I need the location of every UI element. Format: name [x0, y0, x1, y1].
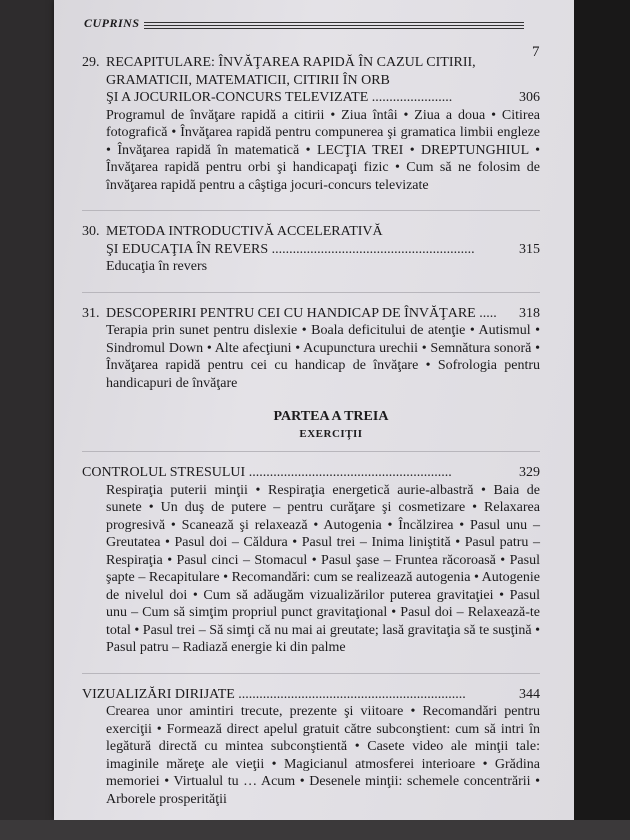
- divider: [82, 210, 540, 211]
- section-description: Crearea unor amintiri trecute, prezente şi viitoare • Recomandări pentru exerciţii • Formează direct apelul gratuit către subconştient: cum să intri în legătură directă cu mintea subconştientă • Casete video ale minţii tale: imaginile măreţe ale vieţii • Magicianul atmosferei interioare • Grădina memoriei • Virtualul tu … Acum • Desenele minţii: schemele concentrării • Arborele prosperităţii: [106, 704, 540, 807]
- entry-page: 306: [519, 90, 540, 105]
- header-title: CUPRINS: [84, 16, 140, 30]
- entry-number: 29.: [82, 55, 100, 70]
- entry-title-line: RECAPITULARE: ÎNVĂŢAREA RAPIDĂ ÎN CAZUL CITIRII,: [106, 55, 476, 70]
- entry-title-line: ŞI A JOCURILOR-CONCURS TELEVIZATE .......................: [106, 90, 453, 105]
- divider: [82, 292, 540, 293]
- entry-description: Programul de învăţare rapidă a citirii • Ziua întâi • Ziua a doua • Citirea fotografică • Învăţarea rapidă pentru compunerea şi gramatica limbii engleze • Învăţarea rapidă în matematică • LECŢIA TREI • DREPTUNGHIUL • Învăţarea rapidă pentru orbi şi handicapaţi fizic • Cum să ne folosim de învăţarea rapidă pentru a câştiga jocuri-concurs televizate: [106, 107, 540, 193]
- entry-title-line: METODA INTRODUCTIVĂ ACCELERATIVĂ: [106, 224, 383, 239]
- entry-title: [82, 305, 540, 323]
- background-edge: [0, 820, 630, 840]
- entry-title-line: GRAMATICII, MATEMATICII, CITIRII ÎN ORB: [106, 72, 390, 88]
- entry-number: 30.: [82, 224, 100, 239]
- header-rule: [144, 22, 524, 23]
- toc-section: [82, 686, 540, 809]
- entry-description: Terapia prin sunet pentru dislexie • Boala deficitului de atenţie • Autismul • Sindromul Down • Alte afecţiuni • Acupunctura urechii • Semnătura sonoră • Învăţarea rapidă pentru cei cu handicap de învăţare • Sofrologia pentru handicapuri de învăţare: [106, 323, 540, 391]
- divider: [82, 451, 540, 452]
- section-title: [82, 686, 540, 704]
- page-number: 7: [532, 44, 540, 60]
- entry-description: Educaţia în revers: [106, 259, 208, 274]
- section-page: 329: [519, 465, 540, 480]
- entry-title-line: ŞI EDUCAŢIA ÎN REVERS ..........................................................: [106, 241, 475, 257]
- entry-title: [82, 223, 540, 258]
- part-subtitle: EXERCIŢII: [299, 427, 363, 440]
- entry-title-line: DESCOPERIRI PENTRU CEI CU HANDICAP DE ÎNVĂŢARE .....: [106, 305, 497, 321]
- divider: [82, 673, 540, 674]
- entry-page: 315: [519, 241, 540, 257]
- background-edge: [574, 0, 630, 840]
- header-rule: [144, 25, 524, 26]
- part-title: PARTEA A TREIA: [273, 409, 389, 424]
- book-page: [54, 0, 574, 820]
- section-title-text: CONTROLUL STRESULUI ..........................................................: [82, 465, 452, 480]
- toc-entry: [82, 223, 540, 276]
- entry-number: 31.: [82, 305, 100, 321]
- toc-section: [82, 464, 540, 657]
- page-header: [84, 14, 524, 40]
- entry-page: 318: [519, 305, 540, 321]
- toc-entry: [82, 54, 540, 194]
- header-rule: [144, 28, 524, 29]
- toc-content: [82, 54, 540, 820]
- section-description: Respiraţia puterii minţii • Respiraţia energetică aurie-albastră • Baia de sunete • Un duş de putere – pentru curăţare şi cosmetizare • Relaxarea progresivă • Scanează şi relaxează • Autogenia • Încălzirea • Pasul unu – Greutatea • Pasul doi – Căldura • Pasul trei – Inima liniştită • Pasul patru – Respiraţia • Pasul cinci – Stomacul • Pasul şase – Fruntea răcoroasă • Pasul şapte – Recapitulare • Recomandări: cum se realizează autogenia • Autogenie de nivelul doi • Cum să adăugăm vizualizărilor puterea gravitaţiei • Pasul unu – Cum să simţim propriul punct gravitaţional • Pasul doi – Relaxează-te total • Pasul trei – Să simţi că nu mai ai greutate; lasă gravitaţia să te susţină • Pasul patru – Radiază energie ki din palme: [106, 482, 540, 655]
- section-page: 344: [519, 686, 540, 702]
- toc-entry: [82, 305, 540, 393]
- section-title-text: VIZUALIZĂRI DIRIJATE .................................................................: [82, 686, 466, 702]
- entry-title: [82, 54, 540, 107]
- section-title: [82, 464, 540, 482]
